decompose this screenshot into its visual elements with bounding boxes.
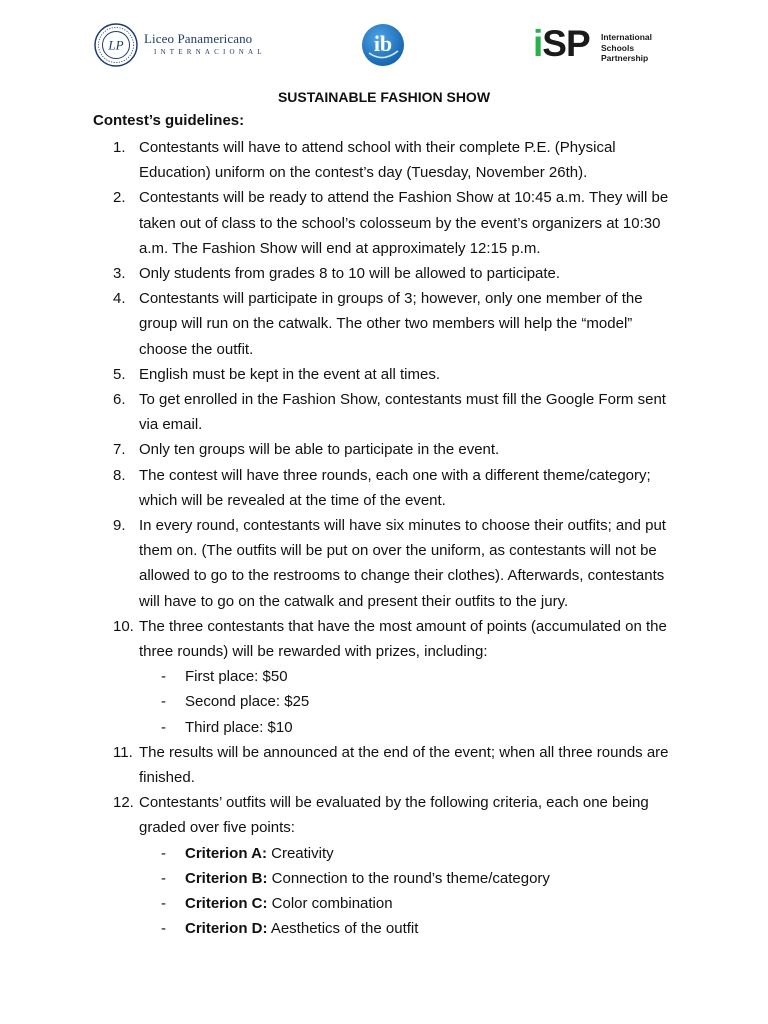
guideline-item (0, 513, 669, 614)
guidelines-list (0, 135, 768, 942)
criterion-text: Creativity (266, 844, 334, 862)
liceo-name: Liceo Panamericano (144, 31, 253, 46)
criterion-label: Criterion D: (185, 920, 268, 938)
guideline-item (0, 362, 669, 387)
guideline-item (0, 387, 669, 437)
guideline-item (0, 740, 669, 790)
guideline-text: Only students from grades 8 to 10 will be allowed to participate. (139, 265, 561, 283)
isp-mark-i: i (533, 23, 543, 64)
list-dash: - (161, 668, 166, 686)
ib-logo-text: ib (373, 31, 393, 56)
isp-line-2: Schools (601, 42, 635, 53)
guideline-number: 5. (113, 365, 126, 383)
isp-line-3: Partnership (601, 53, 649, 63)
criterion-item (139, 891, 669, 916)
guideline-number: 10. (113, 617, 134, 635)
liceo-seal-letters: LP (108, 37, 124, 53)
guideline-text: Contestants will participate in groups of 3; however, only one member of the group will run on the catwalk. The other two members will help the “model” choose the outfit. (139, 290, 643, 358)
list-dash: - (161, 920, 166, 938)
isp-logo (533, 23, 673, 66)
guideline-text: The contest will have three rounds, each one with a different theme/category; which will be revealed at the time of the event. (139, 466, 651, 509)
list-dash: - (161, 895, 166, 913)
criterion-text: Color combination (267, 895, 393, 913)
prize-item (139, 715, 669, 740)
isp-mark (533, 24, 590, 64)
guideline-text: English must be kept in the event at all times. (139, 365, 440, 383)
isp-wordmark (601, 32, 673, 64)
liceo-subtitle: INTERNACIONAL (154, 48, 266, 56)
guideline-item (0, 614, 669, 740)
guideline-number: 12. (113, 794, 134, 812)
guideline-text: Contestants will be ready to attend the Fashion Show at 10:45 a.m. They will be taken out of class to the school’s colosseum by the event’s organizers at 10:30 a.m. The Fashion Show will end at approximately 12:15 p.m. (139, 189, 669, 257)
criterion-text: Connection to the round’s theme/category (267, 869, 550, 887)
guideline-item (0, 135, 669, 185)
guideline-text: The three contestants that have the most amount of points (accumulated on the three rounds) will be rewarded with prizes, including: (139, 617, 667, 661)
criterion-label: Criterion B: (185, 869, 268, 887)
ib-logo (360, 23, 406, 67)
guideline-item (0, 463, 669, 513)
guideline-text: Only ten groups will be able to participate in the event. (139, 441, 500, 459)
guideline-text: Contestants will have to attend school with their complete P.E. (Physical Education) uniform on the contest’s day (Tuesday, November 26th). (139, 139, 616, 182)
prize-text: Third place: $10 (185, 718, 293, 736)
criterion-text: Aesthetics of the outfit (267, 920, 419, 938)
guideline-number: 9. (113, 517, 126, 535)
guideline-item (0, 261, 669, 286)
guideline-item (0, 286, 669, 362)
list-dash: - (161, 693, 166, 711)
guideline-number: 2. (113, 189, 126, 207)
list-dash: - (161, 718, 166, 736)
guideline-number: 3. (113, 265, 126, 283)
guideline-text: Contestants’ outfits will be evaluated by the following criteria, each one being graded over five points: (139, 794, 649, 837)
criterion-item (139, 841, 669, 866)
document-title: SUSTAINABLE FASHION SHOW (277, 89, 491, 105)
list-dash: - (161, 844, 166, 862)
list-dash: - (161, 869, 166, 887)
isp-line-1: International (601, 32, 653, 42)
guideline-number: 8. (113, 466, 126, 484)
guideline-number: 7. (113, 441, 126, 459)
criterion-label: Criterion A: (185, 844, 267, 862)
guideline-number: 1. (113, 139, 126, 156)
guideline-text: To get enrolled in the Fashion Show, contestants must fill the Google Form sent via email. (139, 391, 666, 434)
prizes-list (139, 664, 669, 740)
guidelines-heading: Contest’s guidelines: (93, 112, 245, 129)
criteria-list (139, 841, 669, 942)
guideline-item (0, 437, 669, 462)
guideline-text: In every round, contestants will have six minutes to choose their outfits; and put them on. (The outfits will be put on over the uniform, as contestants will not be allowed to go to the restrooms to change their clothes). Afterwards, contestants will have to go on the catwalk and present their outfits to the jury. (139, 517, 666, 610)
criterion-label: Criterion C: (185, 895, 268, 913)
liceo-seal-icon (94, 23, 138, 67)
guideline-item (0, 185, 669, 261)
guideline-number: 6. (113, 391, 126, 409)
guideline-number: 4. (113, 290, 126, 308)
guideline-item (0, 790, 669, 941)
prize-item (139, 689, 669, 714)
criterion-item (139, 916, 669, 941)
isp-mark-sp: SP (542, 23, 590, 64)
prize-text: Second place: $25 (185, 693, 310, 711)
guideline-text: The results will be announced at the end of the event; when all three rounds are finished. (139, 743, 669, 787)
prize-text: First place: $50 (185, 668, 288, 686)
liceo-panamericano-logo (94, 23, 269, 67)
prize-item (139, 664, 669, 689)
guideline-number: 11. (113, 743, 133, 761)
criterion-item (139, 866, 669, 891)
